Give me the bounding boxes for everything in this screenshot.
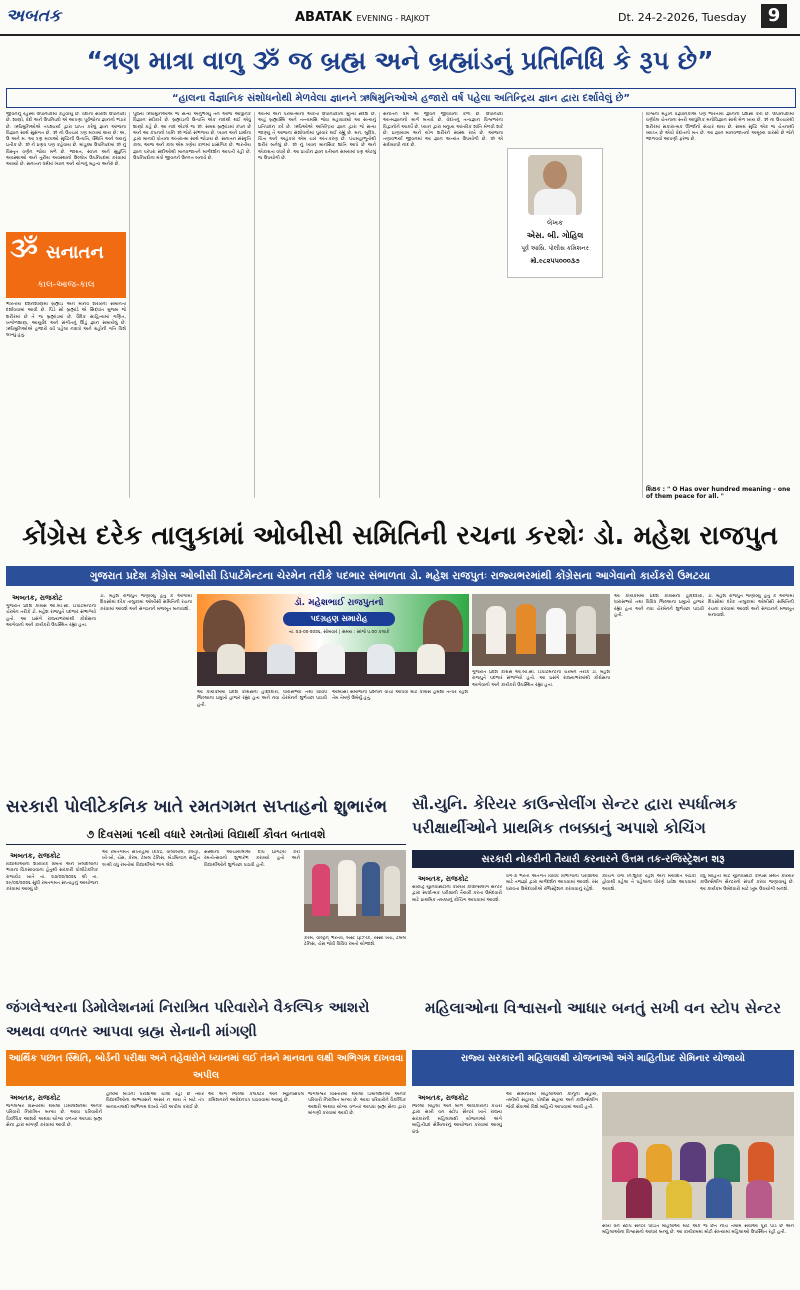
women-subhead: રાજ્ય સરકારની મહિલાલક્ષી યોજનાઓ અંગે માહિતીપ્રદ સેમિનાર યોજાયો	[412, 1050, 794, 1086]
author-designation: પૂર્વ આસિ. પોલીસ કમિશનર	[521, 245, 589, 252]
women-headline: મહિલાઓના વિશ્વાસનો આધાર બનતું સખી વન સ્ટોપ સેન્ટર	[424, 999, 781, 1017]
congress-body-5: ગુજરાત પ્રદેશ કોંગ્રેસ ઓ.બી.સી. ડિપાર્ટમેન્ટના ચેરમેન તરીકે ડો. મહેશ રાજપુતે પદભાર સંભાળ્યો હતો. આ પ્રસંગે રાજ્યભરમાંથી કોંગ્રેસના આગેવાનો અને કાર્યકરો ઉપસ્થિત રહ્યા હતા.	[472, 670, 610, 688]
women-body-2: આ સેમિનારમાં મહિલાઓને કાનૂની સહાય, તબીબી સહાય, પોલીસ સહાય અને કાઉન્સેલીંગ જેવી સેવાઓ વિશે માહિતી આપવામાં આવી હતી.	[506, 1092, 598, 1110]
congress-body-4: ઓબીસી સમાજના પ્રશ્નોને વાચા આપવા માટે કોંગ્રેસ હંમેશા તત્પર રહેશે તેમ તેમણે ઉમેર્યું હતું.	[332, 690, 468, 702]
author-name: એસ. બી. ગોહિલ	[526, 231, 584, 240]
career-body-1: સૌરાષ્ટ્ર યુનિવર્સિટીના કેરિયર કાઉન્સેલીંગ સેન્ટર દ્વારા સ્પર્ધાત્મક પરીક્ષાની તૈયારી કરતા ઉમેદવારો માટે પ્રાથમિક તબક્કાનું કોચિંગ આપવામાં આવશે.	[412, 885, 502, 903]
polytechnic-body-1: વિદ્યાર્થીઓની શારીરિક ક્ષમતા અને ખેલદિલીની ભાવના વિકસાવવાના હેતુથી સરકારી પોલીટેકનિક રાજકોટ ખાતે તા. ૨૩/૦૨/૨૦૨૬ થી તા. ૨૯/૦૨/૨૦૨૬ સુધી રમતગમત સપ્તાહનું આયોજન કરવામાં આવ્યું છે.	[6, 862, 98, 893]
career-headline: સૌ.યુનિ. કેરિયર કાઉન્સેલીંગ સેન્ટર દ્વારા સ્પર્ધાત્મક પરીક્ષાર્થીઓને પ્રાથમિક તબક્કાનું અપાશે કોચિંગ	[412, 795, 738, 837]
polytechnic-body-3: સંસ્થાના આચાર્યશ્રીએ દીપ પ્રાગટ્ય કરી રમતોત્સવનો શુભારંભ કરાવ્યો હતો અને વિદ્યાર્થીઓને શુભેચ્છા પાઠવી હતી.	[204, 850, 300, 868]
lead-col-4: સનાતન ધર્મ એ જીવન જીવવાની કળા છે. ઉપનિષદો આત્મજ્ઞાનનો માર્ગ બતાવે છે. વેદાંતનું તત્વજ્ઞાન વિશ્વભરના વિદ્વાનોને આકર્ષે છે. ધ્યાન દ્વારા મનુષ્ય આંતરિક શાંતિ મેળવી શકે છે. પ્રાણાયામ અને યોગ શરીરને સ્વસ્થ રાખે છે. આજના તણાવભર્યા જીવનમાં આ જ્ઞાન અત્યંત ઉપયોગી છે. ૐ એ સર્વવ્યાપી નાદ છે.	[383, 112, 503, 149]
author-phone: મો.૯૮૨૫૫૦૦૦૩૭	[530, 257, 580, 265]
congress-headline: કોંગ્રેસ દરેક તાલુકામાં ઓબીસી સમિતિની રચના કરશેઃ ડો. મહેશ રાજપુત	[22, 521, 778, 551]
author-photo	[528, 155, 582, 215]
masthead-logo: અબતક	[6, 6, 61, 26]
congress-body-3: આ કાર્યક્રમમાં પ્રદેશ કોંગ્રેસના હોદ્દેદારો, ધારાસભ્યો તથા વિવિધ જિલ્લાના પ્રમુખો હાજર રહ્યા હતા અને નવા ચેરમેનને શુભેચ્છા પાઠવી હતી.	[197, 690, 327, 708]
masthead-date: Dt. 24-2-2026, Tuesday	[618, 11, 747, 24]
banner-details: તા. ૨૩-૦૨-૨૦૨૬, સોમવાર | સમય : સાંજે ૫.૦૦ કલાકે	[288, 630, 390, 635]
women-body-1: જિલ્લા મહિલા અને બાળ અધિકારીની કચેરી દ્વારા સખી વન સ્ટોપ સેન્ટર ખાતે રાજ્ય સરકારની મહિલાલક્ષી યોજનાઓ અંગે માહિતીપ્રદ સેમિનારનું આયોજન કરવામાં આવ્યું હતું.	[412, 1104, 502, 1135]
om-icon: ૐ	[10, 234, 39, 264]
banner-title: ડૉ. મહેશભાઈ રાજપુતનો	[294, 598, 384, 608]
career-dateline: અબતક, રાજકોટ	[418, 875, 469, 883]
women-seminar-photo	[602, 1092, 794, 1220]
jungleshwar-body-1: જંગલેશ્વર વિસ્તારમાં થયેલા ડિમોલેશનમાં અનેક પરિવારો નિરાશ્રિત બન્યા છે. આવા પરિવારોને વૈકલ્પિક આશરો અથવા યોગ્ય વળતર આપવા બ્રહ્મ સેના દ્વારા માંગણી કરવામાં આવી છે.	[6, 1104, 102, 1128]
career-body-4: વધુ માહિતી માટે યુનિવર્સિટી કેમ્પસ સ્થિત કેરિયર કાઉન્સેલીંગ સેન્ટરનો સંપર્ક કરવા જણાવાયું છે. આ કાર્યક્રમ ઉમેદવારો માટે ખૂબ ઉપયોગી બનશે.	[700, 874, 794, 892]
banner-subtitle: પદગ્રહણ સમારોહ	[283, 612, 395, 626]
jungleshwar-headline: જંગલેશ્વરના ડિમોલેશનમાં નિરાશ્રિત પરિવારોને વૈકલ્પિક આશરો અથવા વળતર આપવા બ્રહ્મ સેનાની માંગણી	[6, 1000, 370, 1040]
author-box	[507, 148, 603, 278]
women-dateline: અબતક, રાજકોટ	[418, 1094, 469, 1102]
jungleshwar-subhead: આર્થિક પછાત સ્થિતિ, બોર્ડની પરીક્ષા અને તહેવારોને ધ્યાનમાં લઈ તંત્રને માનવતા લક્ષી અભિગમ દાખવવા અપીલ	[6, 1050, 406, 1086]
congress-body-2: ડો. મહેશ રાજપુતે જણાવ્યું હતું કે આગામી દિવસોમાં દરેક તાલુકામાં ઓબીસી સમિતિની રચના કરવામાં આવશે અને સંગઠનને મજબૂત બનાવાશે.	[100, 594, 192, 612]
sanatan-caption: કાલ-આજ-કાલ	[37, 280, 95, 290]
author-label: લેખક	[547, 219, 563, 227]
polytechnic-dateline: અબતક, રાજકોટ	[10, 852, 61, 860]
lead-subhead: “હાલના વૈજ્ઞાનિક સંશોધનોથી મેળવેલા જ્ઞાનને ઋષિમુનિઓએ હજારો વર્ષ પહેલા અતિન્દ્રિય જ્ઞાન દ્વારા દર્શાવેલું છે”	[6, 88, 796, 108]
lead-col-2: પૂજ્ય ઋષિમુનિઓએ જે સત્ય અનુભવ્યું તેને આજે આધુનિક વિજ્ઞાન સ્વીકારે છે. બ્રહ્માંડની ઉત્પત્તિ એક નાદથી થઈ એવું શાસ્ત્રો કહે છે. આ નાદ એટલે જ ૐ. સમગ્ર બ્રહ્માંડમાં કંપન છે અને આ કંપનનો ધ્વનિ ૐ જેવો સંભળાય છે. ધ્યાન અને પ્રાર્થના દ્વારા માનવી પોતાના અંતરાત્મા સાથે જોડાય છે. સનાતન સંસ્કૃતિ કાલ, આજ અને કાલ એમ ત્રણેય કાળમાં પ્રાસંગિક છે. ભારતીય જ્ઞાન પરંપરા સદીઓથી માનવજાતને માર્ગદર્શન આપતી રહી છે. ઉપનિષદોના મંત્રો જીવનને ઉન્નત બનાવે છે.	[133, 112, 251, 162]
lead-quote-end: શિક્ષક : " O Has over hundred meaning - one of them peace for all. "	[646, 486, 791, 500]
sanatan-graphic	[6, 232, 126, 298]
lead-col-1: જીવનનું રહસ્ય ઉપનિષદમાં કહેવાયું છે. વેદોનો સારાંશ ઉપનિષદો છે. શાસ્ત્રો, વેદો અને ઉપનિષદો એ આપણા પૂર્વજોના જ્ઞાનનો ભંડાર છે. ઋષિમુનિઓએ તપશ્ચર્યા દ્વારા પ્રાપ્ત કરેલું જ્ઞાન આજના વિજ્ઞાન સાથે સુસંગત છે. ૐ નો ઉચ્ચાર ત્રણ માત્રામાં થાય છે: અ, ઉ અને મ. આ ત્રણ માત્રાઓ સૃષ્ટિની ઉત્પત્તિ, સ્થિતિ અને લયનું પ્રતીક છે. ૐ ને પ્રણવ પણ કહેવાય છે. માંડૂક્ય ઉપનિષદમાં ૐ નું વિસ્તૃત વર્ણન જોવા મળે છે. જાગ્રત, સ્વપ્ન અને સુષુપ્તિ અવસ્થાઓ અને તુરીય અવસ્થાનો ઉલ્લેખ ઉપનિષદમાં કરવામાં આવ્યો છે. સનાતન ધર્મમાં ધ્યાન અને યોગનું મહત્વ અનેરું છે.	[6, 112, 126, 168]
congress-subhead: ગુજરાત પ્રદેશ કોંગ્રેસ ઓબીસી ડિપાર્ટમેન્ટના ચેરમેન તરીકે પદભાર સંભાળતા ડો. મહેશ રાજપુતઃ રાજ્યભરમાંથી કોંગ્રેસના આગેવાનો કાર્યકરો ઉમટયા	[6, 566, 794, 586]
polytechnic-headline: સરકારી પોલીટેકનિક ખાતે રમતગમત સપ્તાહનો શુભારંભ	[6, 797, 388, 817]
congress-body-6: આ કાર્યક્રમમાં પ્રદેશ કોંગ્રેસના હોદ્દેદારો, ધારાસભ્યો તથા વિવિધ જિલ્લાના પ્રમુખો હાજર રહ્યા હતા અને નવા ચેરમેનને શુભેચ્છા પાઠવી હતી.	[614, 594, 704, 618]
masthead	[0, 0, 800, 36]
jungleshwar-body-4: જંગલેશ્વર વિસ્તારમાં થયેલા ડિમોલેશનમાં અનેક પરિવારો નિરાશ્રિત બન્યા છે. આવા પરિવારોને વૈકલ્પિક આશરો અથવા યોગ્ય વળતર આપવા બ્રહ્મ સેના દ્વારા માંગણી કરવામાં આવી છે.	[308, 1092, 406, 1116]
paper-title	[295, 10, 430, 25]
career-subhead: સરકારી નોકરીની તૈયારી કરનારને ઉત્તમ તક-રજિસ્ટ્રેશન શરૂ	[412, 850, 794, 868]
paper-edition: EVENING - RAJKOT	[356, 14, 430, 23]
congress-felicitation-photo	[472, 594, 610, 666]
congress-body-1: ગુજરાત પ્રદેશ કોંગ્રેસ ઓ.બી.સી. ડિપાર્ટમેન્ટના ચેરમેન તરીકે ડો. મહેશ રાજપુતે પદભાર સંભાળ્યો હતો. આ પ્રસંગે રાજ્યભરમાંથી કોંગ્રેસના આગેવાનો અને કાર્યકરો ઉપસ્થિત રહ્યા હતા.	[6, 604, 96, 628]
lead-col-3: આત્મા અને પરમાત્માની એકતા ઉપનિષદોનો મુખ્ય સંદેશ છે. અહં બ્રહ્માસ્મિ અને તત્ત્વમસિ જેવા મહાવાક્યો આ સત્યનું પ્રતિપાદન કરે છે. ઋષિઓએ અતિન્દ્રિય જ્ઞાન દ્વારા જે સત્ય જાણ્યું તે આજના સંશોધનોમાં પુરવાર થઈ રહ્યું છે. મન, બુદ્ધિ, ચિત્ત અને અહંકાર એમ ચાર અંતઃકરણ છે. પંચમહાભૂતોથી શરીર બનેલું છે. ૐ નું ધ્યાન માનસિક શાંતિ આપે છે અને એકાગ્રતા વધારે છે. આ પ્રાચીન જ્ઞાન વર્તમાન સમયમાં પણ એટલું જ ઉપયોગી છે.	[258, 112, 376, 162]
lead-col-5: વિશ્વના મહાન વૈજ્ઞાનિકોએ પણ ભારતીય જ્ઞાનની પ્રશંસા કરી છે. ઉપનિષદોમાં વર્ણવેલ ચેતનાના સ્તરો આધુનિક મનોવિજ્ઞાન સાથે મેળ ખાય છે. ૐ ના ઉચ્ચારથી શરીરમાં સકારાત્મક ઊર્જાનો સંચાર થાય છે. સમગ્ર સૃષ્ટિ એક જ ચેતનાથી વ્યાપ્ત છે એવો વેદાંતનો મત છે. આ જ્ઞાન માનવજાતનો અમૂલ્ય વારસો છે જેને જાળવવો આપણી ફરજ છે.	[646, 112, 794, 143]
page-number: 9	[761, 4, 787, 28]
polytechnic-body-2: આ રમતગમત સપ્તાહમાં ક્રિકેટ, વોલીબોલ, કબડ્ડી, ખો-ખો, ચેસ, કેરમ, ટેબલ ટેનિસ, બેડમિન્ટન સહિત ૧૯થી વધુ રમતોમાં વિદ્યાર્થીઓ ભાગ લેશે.	[102, 850, 200, 868]
career-body-3: કોચિંગ વર્ગો નિઃશુલ્ક રહેશે અને મર્યાદિત બેઠકો હોવાથી વહેલા તે પહેલાના ધોરણે પ્રવેશ આપવામાં આવશે.	[602, 874, 696, 892]
career-body-2: વર્ગ-૩ ભરતી અંતર્ગત વિવિધ વિભાગોની પરીક્ષાઓ માટે તજજ્ઞો દ્વારા માર્ગદર્શન આપવામાં આવશે. રસ ધરાવતા ઉમેદવારોએ રજિસ્ટ્રેશન કરાવવાનું રહેશે.	[506, 874, 598, 892]
jungleshwar-dateline: અબતક, રાજકોટ	[10, 1094, 61, 1102]
women-body-3: સખી વન સ્ટોપ સેન્ટર પીડિત મહિલાઓ માટે એક જ છત નીચે તમામ સેવાઓ પૂરી પાડે છે અને મહિલાઓના વિશ્વાસનો આધાર બન્યું છે. આ કાર્યક્રમમાં મોટી સંખ્યામાં મહિલાઓ ઉપસ્થિત રહી હતી.	[602, 1224, 794, 1236]
polytechnic-photo	[304, 850, 406, 932]
polytechnic-subhead: ૭ દિવસમાં ૧૯થી વધારે રમતોમાં વિદ્યાર્થી કૌવત બતાવશે	[6, 826, 406, 845]
polytechnic-body-4: કેરમ, વાલ્ટ્રન્ ભરતવ, બેસ્ટ ફિઝીક, રસ્સા ખેંચ, ટેબલ ટેનિસ, ચેસ જેવી વિવિધ રમતો યોજાશે.	[304, 936, 406, 948]
paper-name: ABATAK	[295, 10, 353, 25]
lead-headline: “ત્રણ માત્રા વાળુ ૐ જ બ્રહ્મ અને બ્રહ્માંડનું પ્રતિનિધિ કે રૂપ છે”	[86, 46, 714, 75]
congress-body-7: ડો. મહેશ રાજપુતે જણાવ્યું હતું કે આગામી દિવસોમાં દરેક તાલુકામાં ઓબીસી સમિતિની રચના કરવામાં આવશે અને સંગઠનને મજબૂત બનાવાશે.	[708, 594, 794, 618]
jungleshwar-body-3: આ અંગે જિલ્લા કલેક્ટર અને મ્યુનિસિપલ કમિશનરને આવેદનપત્ર પાઠવવામાં આવ્યું છે.	[208, 1092, 304, 1104]
lead-col-1b: ભારતીય દર્શનશાસ્ત્રમાં બ્રહ્માંડ અને માનવ શરીરની સમાનતા દર્શાવવામાં આવી છે. પિંડે સો બ્રહ્માંડે એ સિદ્ધાંત મુજબ જે શરીરમાં છે તે જ બ્રહ્માંડમાં છે. વૈદિક સાહિત્યમાં ગણિત, ખગોળશાસ્ત્ર, આયુર્વેદ અને સંગીતનું ઊંડું જ્ઞાન સમાયેલું છે. ઋષિમુનિઓએ હજારો વર્ષ પહેલા નક્ષત્રો અને ગ્રહોની ગતિ વિશે લખ્યું હતું.	[6, 302, 126, 339]
congress-dateline: અબતક, રાજકોટ	[12, 594, 63, 602]
congress-event-photo	[197, 594, 469, 686]
sanatan-title: સનાતન	[46, 242, 104, 263]
jungleshwar-body-2: હાલમાં બોર્ડની પરીક્ષાઓ ચાલી રહી છે ત્યારે વિદ્યાર્થીઓના અભ્યાસને અસર ન થાય તે માટે તંત્ર માનવતાલક્ષી અભિગમ દાખવે તેવી અપીલ કરાઈ છે.	[106, 1092, 204, 1110]
